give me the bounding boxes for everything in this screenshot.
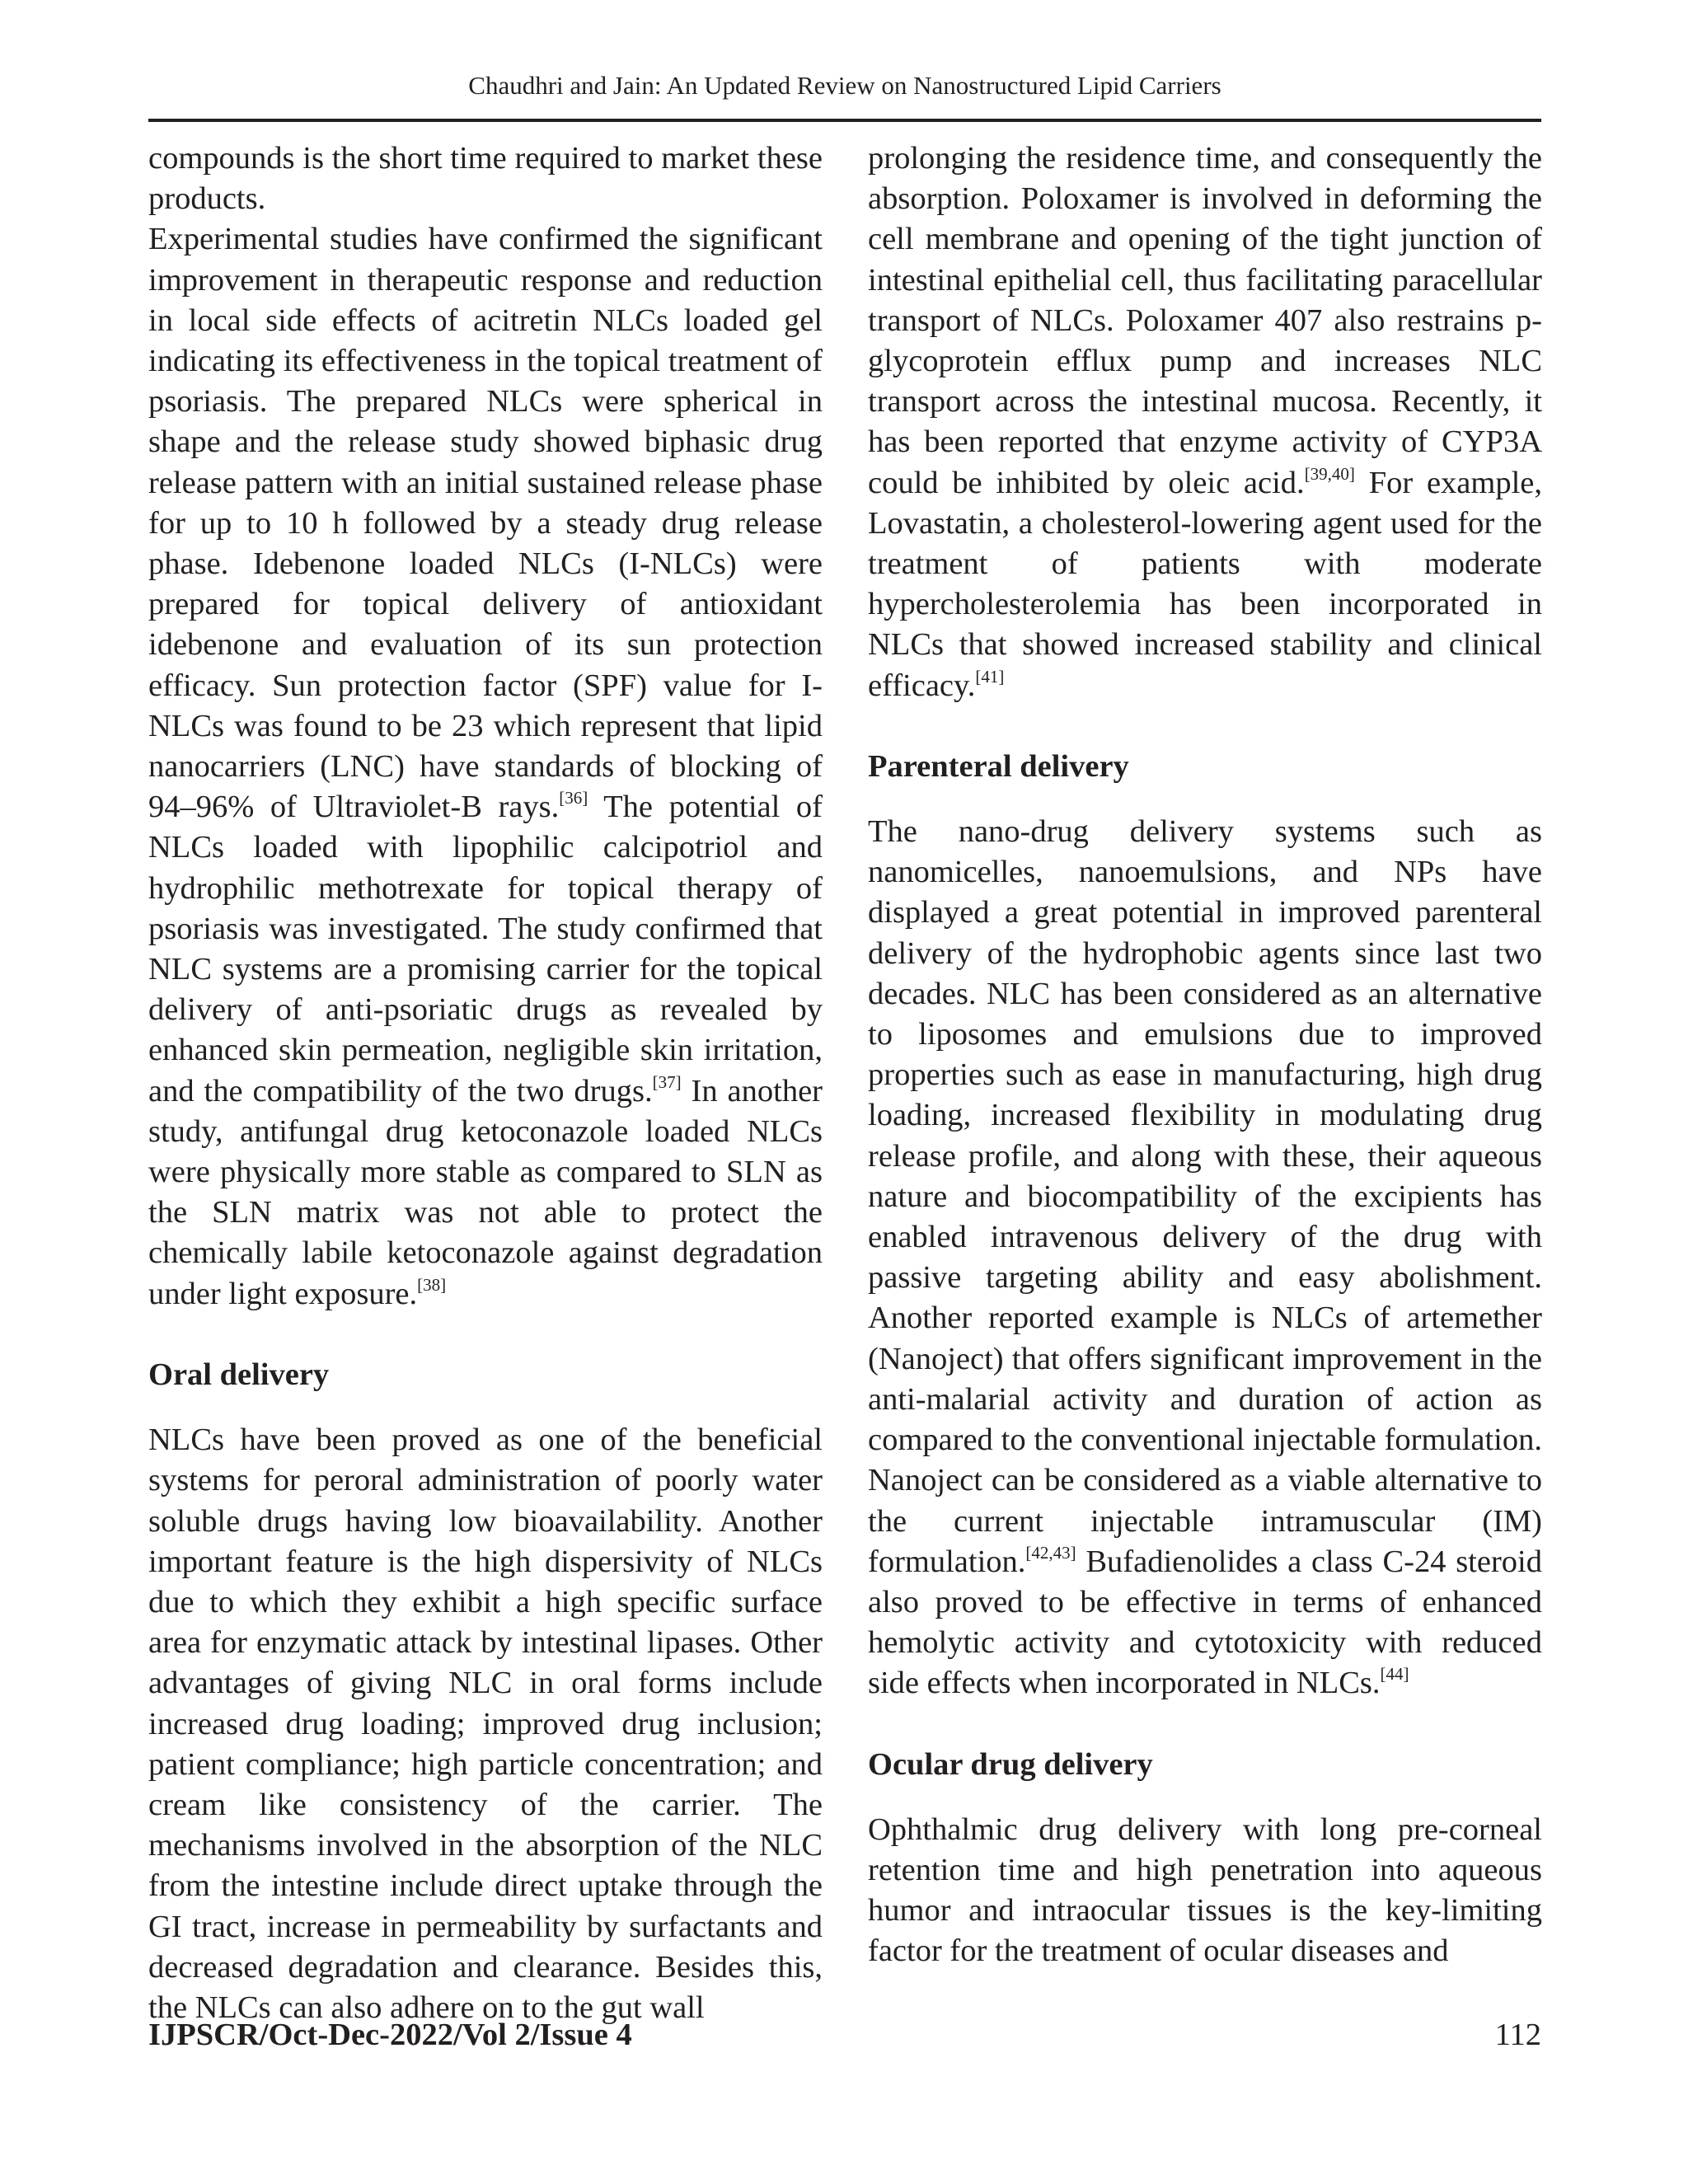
header-rule [148,119,1541,122]
paragraph-oral-delivery [148,1420,823,2028]
left-column [148,138,823,2028]
paragraph-text: The nano-drug delivery systems such as nanomicelles, nanoemulsions, and NPs have displayed a great potential in improved parenteral delivery of the hydrophobic agents since last two decades. NLC has been considered as an alternative to liposomes and emulsions due to improved properties such as ease in manufacturing, high drug loading, increased flexibility in modulating drug release profile, and along with these, their aqueous nature and biocompatibility of the excipients has enabled intravenous delivery of the drug with passive targeting ability and easy abolishment. Another reported example is NLCs of artemether (Nanoject) that offers significant improvement in the anti-malarial activity and duration of action as compared to the conventional injectable formulation. Nanoject can be considered as a viable alternative to the current injectable intramuscular (IM) formulation. [868,814,1542,1579]
section-heading-ocular-delivery: Ocular drug delivery [868,1746,1153,1782]
right-column [868,138,1542,1972]
paragraph-text: For example, Lovastatin, a cholesterol-lowering agent used for the treatment of patients with moderate hypercholesterolemia has been incorporated in NLCs that showed increased stability and clinical efficacy. [868,465,1542,703]
paragraph-oral-continuation [868,138,1542,706]
paragraph-ocular-delivery [868,1810,1542,1972]
paragraph-text: Bufadienolides a class C-24 steroid also proved to be effective in terms of enhanced hemolytic activity and cytotoxicity with reduced side effects when incorporated in NLCs. [868,1544,1542,1701]
paragraph-continuation [148,138,823,219]
paragraph-text: prolonging the residence time, and consequently the absorption. Poloxamer is involved in deforming the cell membrane and opening of the tight junction of intestinal epithelial cell, thus facilitating paracellular transport of NLCs. Poloxamer 407 also restrains p-glycoprotein efflux pump and increases NLC transport across the intestinal mucosa. Recently, it has been reported that enzyme activity of CYP3A could be inhibited by oleic acid. [868,141,1542,500]
citation-ref: [39,40] [1304,463,1355,484]
paragraph-topical-studies [148,219,823,1314]
running-title: Chaudhri and Jain: An Updated Review on Nanostructured Lipid Carriers [468,71,1221,100]
paragraph-parenteral-delivery [868,812,1542,1704]
citation-ref: [36] [559,788,588,808]
section-heading-parenteral-delivery: Parenteral delivery [868,748,1129,784]
paragraph-text: Ophthalmic drug delivery with long pre-corneal retention time and high penetration into aqueous humor and intraocular tissues is the key-limiting factor for the treatment of ocular diseases and [868,1811,1542,1969]
citation-ref: [37] [652,1071,682,1092]
paragraph-text: compounds is the short time required to market these products. [148,141,823,217]
citation-ref: [38] [417,1274,447,1295]
section-heading-oral-delivery: Oral delivery [148,1357,330,1392]
paragraph-text: In another study, antifungal drug ketoconazole loaded NLCs were physically more stable as compared to SLN as the SLN matrix was not able to protect the chemically labile ketoconazole against degradation under light exposure. [148,1073,823,1311]
paragraph-text: Experimental studies have confirmed the significant improvement in therapeutic response and reduction in local side effects of acitretin NLCs loaded gel indicating its effectiveness in the topical treatment of psoriasis. The prepared NLCs were spherical in shape and the release study showed biphasic drug release pattern with an initial sustained release phase for up to 10 h followed by a steady drug release phase. Idebenone loaded NLCs (I-NLCs) were prepared for topical delivery of antioxidant idebenone and evaluation of its sun protection efficacy. Sun protection factor (SPF) value for I-NLCs was found to be 23 which represent that lipid nanocarriers (LNC) have standards of blocking of 94–96% of Ultraviolet-B rays. [148,222,823,825]
citation-ref: [42,43] [1025,1542,1076,1563]
journal-footer: IJPSCR/Oct-Dec-2022/Vol 2/Issue 4 [148,2018,632,2052]
paragraph-text: NLCs have been proved as one of the beneficial systems for peroral administration of poorly water soluble drugs having low bioavailability. Another important feature is the high dispersivity of NLCs due to which they exhibit a high specific surface area for enzymatic attack by intestinal lipases. Other advantages of giving NLC in oral forms include increased drug loading; improved drug inclusion; patient compliance; high particle concentration; and cream like consistency of the carrier. The mechanisms involved in the absorption of the NLC from the intestine include direct uptake through the GI tract, increase in permeability by surfactants and decreased degradation and clearance. Besides this, the NLCs can also adhere on to the gut wall [148,1422,823,2025]
citation-ref: [44] [1380,1664,1409,1685]
paragraph-text: The potential of NLCs loaded with lipophilic calcipotriol and hydrophilic methotrexate for topical therapy of psoriasis was investigated. The study confirmed that NLC systems are a promising carrier for the topical delivery of anti-psoriatic drugs as revealed by enhanced skin permeation, negligible skin irritation, and the compatibility of the two drugs. [148,790,823,1108]
citation-ref: [41] [975,666,1005,687]
page-number: 112 [1494,2018,1541,2052]
